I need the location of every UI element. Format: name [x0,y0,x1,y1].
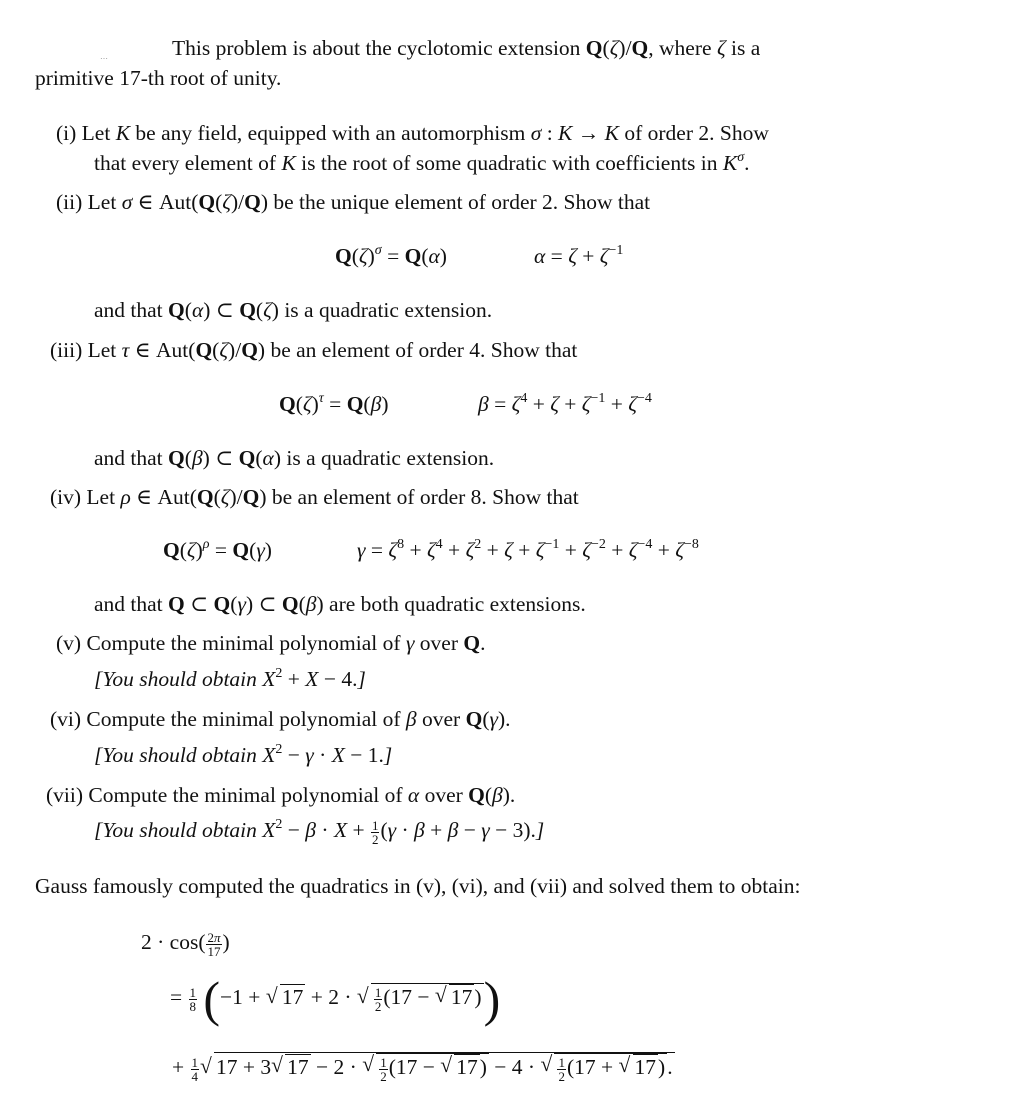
gauss-formula-line-3: + $\frac{1}{4}$ √ 17 + 3√ 17 − 2 · √ $\frac{1}{2}$ (17 − √ 17) − 4 · √ $\frac{1}{2}$ (17 + √ 17). [172,1052,675,1083]
part-i-line-2: that every element of K is the root of some quadratic with coefficients in $K^\sigma$. [94,150,750,175]
part-vi-hint: [You should obtain $X^2 - \gamma \cdot X - 1$.] [94,742,393,767]
part-iv-label: (iv) [50,485,82,509]
part-iv-eq-right: $\gamma = \zeta^8 + \zeta^4 + \zeta^2 + \zeta + \zeta^{-1} + \zeta^{-2} + \zeta^{-4} + \zeta^{-8}$ [357,537,699,562]
part-iii-after: and that Q(β) ⊂ Q(α) is a quadratic extension. [94,446,495,470]
part-iii-eq-right: $\beta = \zeta^4 + \zeta + \zeta^{-1} + \zeta^{-4}$ [478,391,652,416]
intro-line-2: primitive 17-th root of unity. [35,66,282,90]
part-v-hint: [You should obtain $X^2 + X - 4$.] [94,666,366,691]
part-vii-hint: [You should obtain $X^2 - \beta \cdot X$ + $\frac{1}{2}$ (γ · β + β − γ − 3).] [94,817,545,847]
part-v-label: (v) [56,631,82,655]
part-iii-label: (iii) [50,338,83,362]
part-ii-eq-right: $\alpha = \zeta + \zeta^{-1}$ [534,243,624,268]
part-i-label: (i) [56,121,77,145]
part-vi-line-1: (vi) Compute the minimal polynomial of β over Q(γ). [50,707,511,731]
gauss-text: Gauss famously computed the quadratics in (v), (vi), and (vii) and solved them to obtain: [35,874,801,898]
part-iv-eq-left: $Q(\zeta)^\rho = Q(\gamma)$ [163,537,272,562]
intro-line-1: This problem is about the cyclotomic extension Q(ζ)/Q, where ζ is a [172,36,761,60]
part-iv-line-1: (iv) Let ρ ∈ Aut(Q(ζ)/Q) be an element of order 8. Show that [50,485,579,509]
gauss-formula-line-2: = $\frac{1}{8}$ (−1 + √ 17 + 2 · √ $\frac{1}{2}$ (17 − √ 17)) [170,982,500,1013]
page-mark: ⋯ [100,54,109,63]
part-vi-label: (vi) [50,707,82,731]
part-ii-eq-left: $Q(\zeta)^\sigma = Q(\alpha)$ [335,243,447,268]
part-iii-line-1: (iii) Let τ ∈ Aut(Q(ζ)/Q) be an element of order 4. Show that [50,338,578,362]
gauss-formula-line-1: 2 · cos( $\frac{2\pi}{17}$ ) [141,929,230,959]
part-ii-line-1: (ii) Let σ ∈ Aut(Q(ζ)/Q) be the unique element of order 2. Show that [56,190,651,214]
part-ii-after: and that Q(α) ⊂ Q(ζ) is a quadratic extension. [94,298,493,322]
part-v-line-1: (v) Compute the minimal polynomial of γ over Q. [56,631,486,655]
part-iii-eq-left: $Q(\zeta)^\tau = Q(\beta)$ [279,391,389,416]
part-i-line-1: (i) Let K be any field, equipped with an automorphism σ : K → K of order 2. Show [56,118,769,148]
part-ii-label: (ii) [56,190,83,214]
part-vii-label: (vii) [46,783,84,807]
part-iv-after: and that Q ⊂ Q(γ) ⊂ Q(β) are both quadratic extensions. [94,592,586,616]
part-vii-line-1: (vii) Compute the minimal polynomial of α over Q(β). [46,783,516,807]
